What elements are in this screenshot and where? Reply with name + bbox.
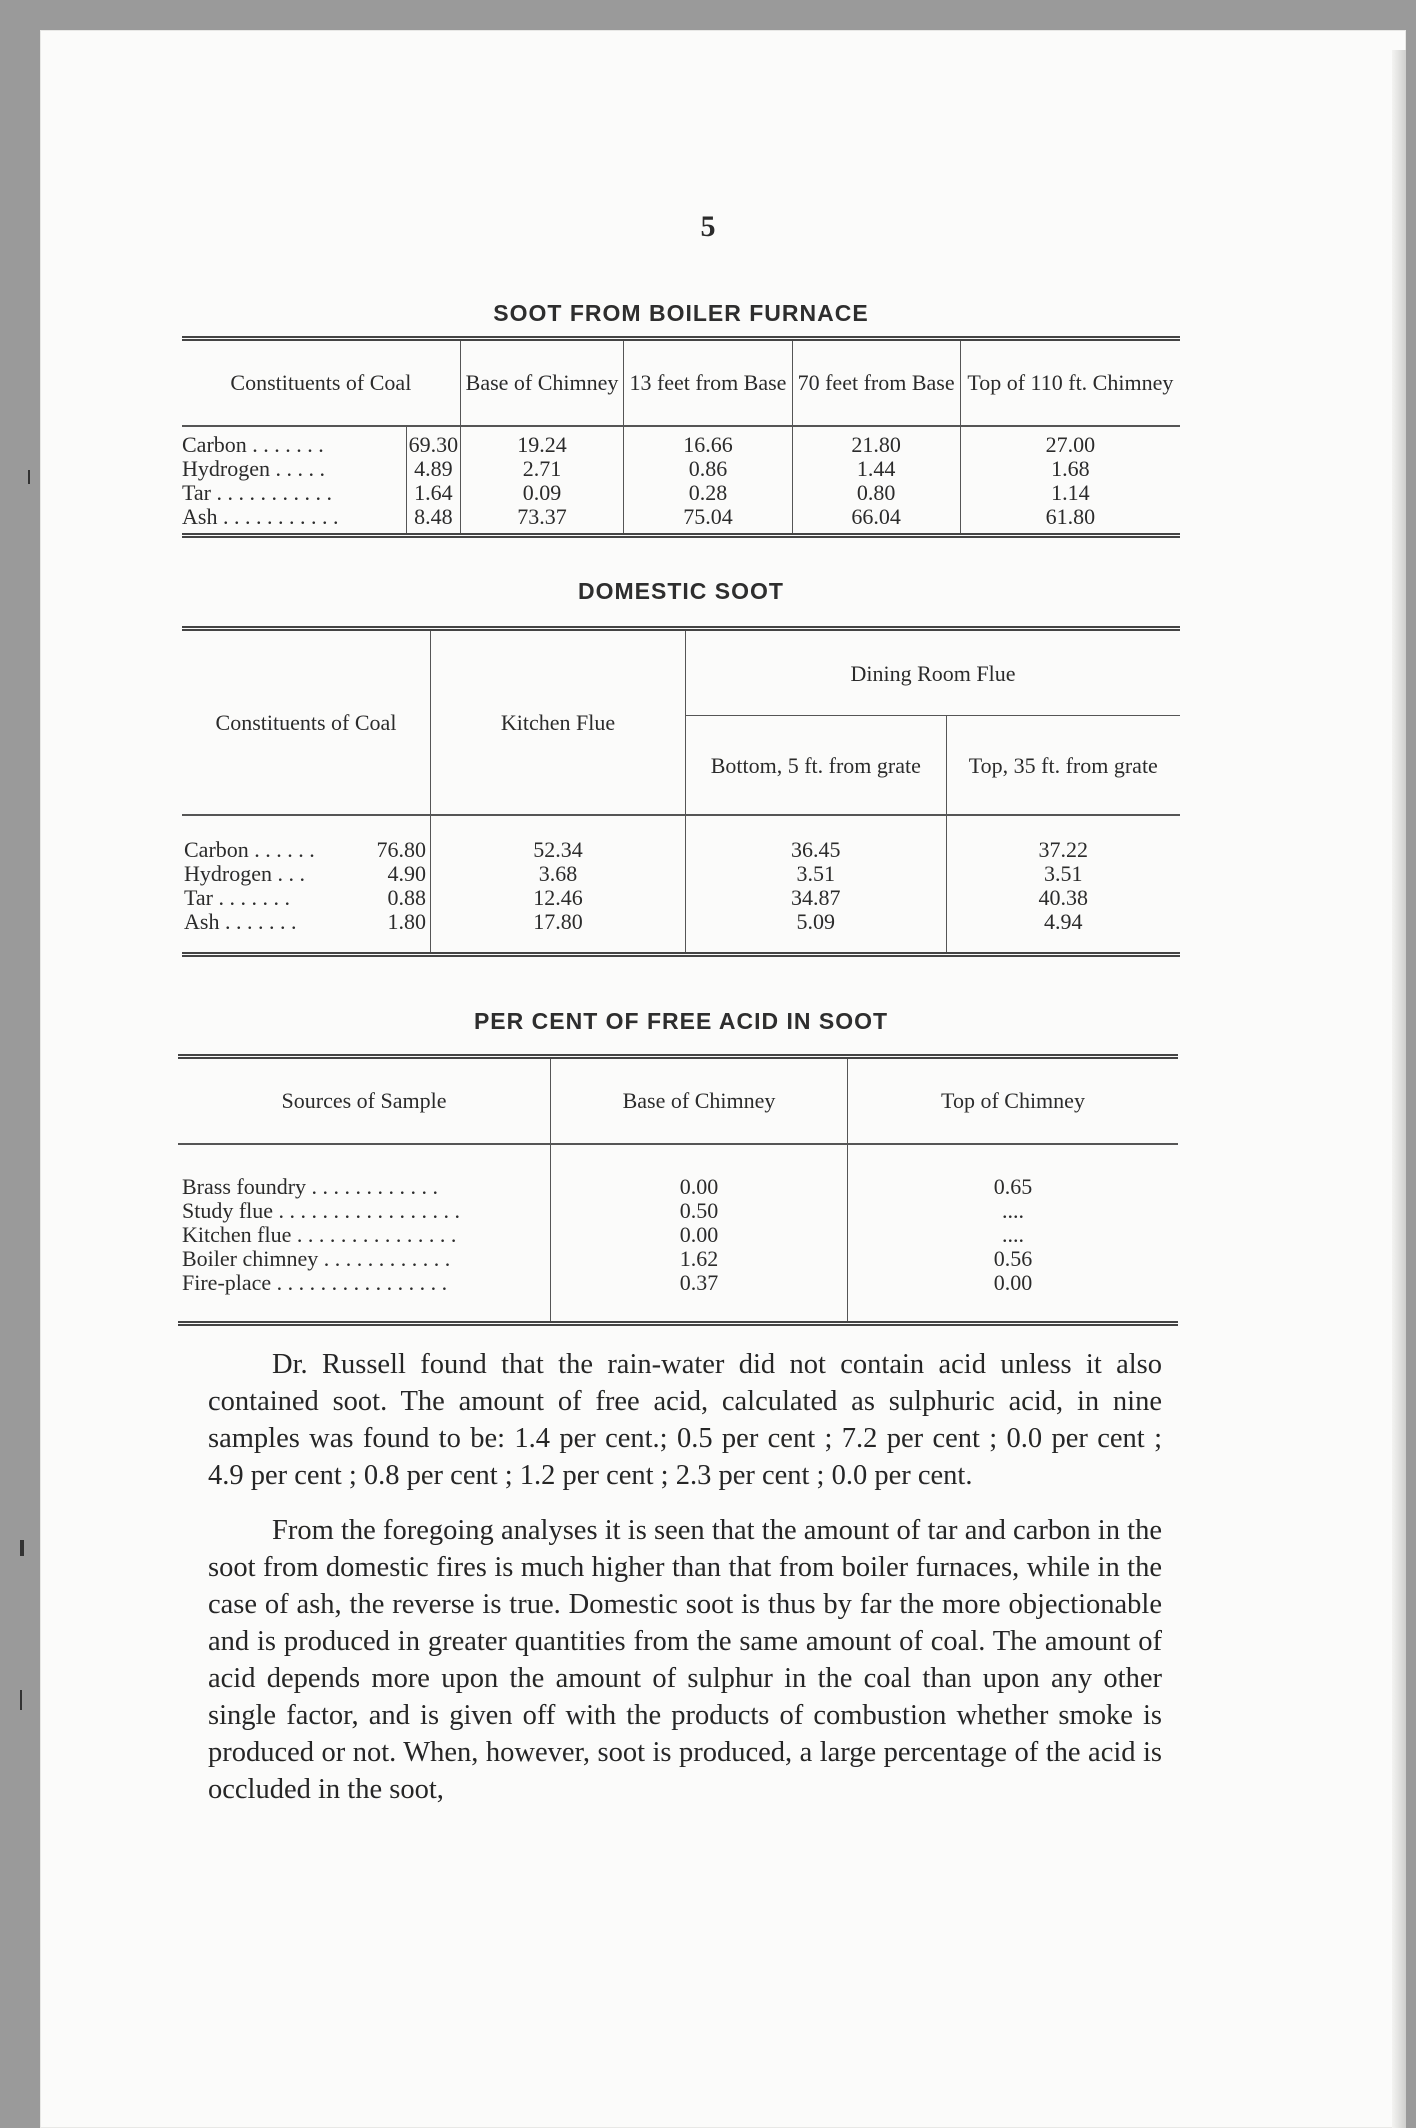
table-row: [182, 815, 1180, 862]
cell-value: 3.51: [686, 862, 947, 886]
margin-mark: [20, 1690, 22, 1710]
cell-value: 3.51: [1044, 861, 1083, 886]
cell-value: 0.37: [551, 1271, 848, 1324]
column-header: Top of 110 ft. Chimney: [960, 339, 1180, 427]
cell-value: 17.80: [431, 910, 686, 955]
coal-value: 0.88: [387, 885, 426, 910]
cell-value: 40.38: [1038, 885, 1089, 910]
cell-value: 2.71: [460, 457, 624, 481]
column-header: Bottom, 5 ft. from grate: [686, 716, 947, 816]
table2-title: DOMESTIC SOOT: [578, 578, 784, 604]
cell-value: 19.24: [460, 426, 624, 457]
cell-value: 36.45: [686, 815, 947, 862]
body-text: [208, 1346, 1162, 1826]
cell-value: 4.94: [1044, 909, 1083, 934]
cell-value: 52.34: [431, 815, 686, 862]
table-row: [178, 1271, 1178, 1324]
cell-value: 0.56: [848, 1247, 1179, 1271]
table-row: [182, 505, 1180, 536]
row-label: Ash . . . . . . .: [184, 909, 297, 934]
cell-value: 0.50: [551, 1199, 848, 1223]
coal-value: 4.89: [407, 457, 461, 481]
cell-value: 0.28: [624, 481, 792, 505]
cell-value: 3.68: [431, 862, 686, 886]
cell-value: 75.04: [624, 505, 792, 536]
row-label: Ash . . . . . . . . . . .: [182, 504, 339, 529]
page-edge: [1392, 50, 1406, 2128]
cell-value: 0.00: [848, 1271, 1179, 1324]
cell-value: 0.65: [848, 1144, 1179, 1199]
column-header: 70 feet from Base: [792, 339, 960, 427]
margin-mark: [20, 1540, 24, 1556]
cell-value: 16.66: [624, 426, 792, 457]
row-label: Carbon . . . . . .: [184, 837, 315, 862]
cell-value: 21.80: [792, 426, 960, 457]
cell-value: 37.22: [1038, 837, 1089, 862]
table1-title: SOOT FROM BOILER FURNACE: [493, 300, 869, 326]
cell-value: 73.37: [460, 505, 624, 536]
coal-value: 8.48: [407, 505, 461, 536]
cell-value: 1.44: [792, 457, 960, 481]
table-row: [182, 886, 1180, 910]
cell-value: 34.87: [686, 886, 947, 910]
table-row: [178, 1223, 1178, 1247]
column-header: 13 feet from Base: [624, 339, 792, 427]
cell-value: 0.00: [551, 1144, 848, 1199]
cell-value: ....: [848, 1199, 1179, 1223]
column-header: Sources of Sample: [178, 1057, 551, 1145]
table-row: [182, 862, 1180, 886]
coal-value: 69.30: [407, 426, 461, 457]
cell-value: 1.62: [551, 1247, 848, 1271]
row-label: Fire-place . . . . . . . . . . . . . . . .: [182, 1270, 448, 1295]
table-row: [182, 426, 1180, 457]
coal-value: 1.64: [407, 481, 461, 505]
coal-value: 1.80: [387, 909, 426, 934]
paragraph: From the foregoing analyses it is seen that the amount of tar and carbon in the soot from domestic fires is much higher than that from boiler furnaces, while in the case of ash, the reverse is true. Domestic soot is thus by far the more objectionable and is produced in greater quantities from the same amount of coal. The amount of acid depends more upon the amount of sulphur in the coal than upon any other single factor, and is given off with the products of combustion whether smoke is produced or not. When, however, soot is produced, a large percentage of the acid is occluded in the soot,: [208, 1515, 1162, 1805]
row-label: Boiler chimney . . . . . . . . . . . .: [182, 1246, 451, 1271]
column-header: Dining Room Flue: [686, 629, 1181, 716]
table-row: [182, 481, 1180, 505]
boiler-soot-table: [182, 336, 1180, 538]
table-row: [178, 1199, 1178, 1223]
coal-value: 76.80: [376, 837, 426, 862]
table-row: [178, 1247, 1178, 1271]
domestic-soot-table: [182, 626, 1180, 957]
row-label: Study flue . . . . . . . . . . . . . . . . .: [182, 1198, 461, 1223]
row-label: Hydrogen . . .: [184, 861, 305, 886]
table-row: [182, 457, 1180, 481]
column-header: Constituents of Coal: [182, 339, 460, 427]
table-row: [178, 1144, 1178, 1199]
column-header: Base of Chimney: [460, 339, 624, 427]
cell-value: 27.00: [960, 426, 1180, 457]
cell-value: 0.86: [624, 457, 792, 481]
cell-value: 5.09: [686, 910, 947, 955]
cell-value: 66.04: [792, 505, 960, 536]
free-acid-table: [178, 1054, 1178, 1326]
row-label: Tar . . . . . . .: [184, 885, 290, 910]
cell-value: 0.09: [460, 481, 624, 505]
cell-value: 1.68: [960, 457, 1180, 481]
cell-value: 12.46: [431, 886, 686, 910]
margin-mark: [28, 470, 30, 484]
column-header: Constituents of Coal: [182, 629, 431, 816]
paragraph: Dr. Russell found that the rain-water did not contain acid unless it also contained soot. The amount of free acid, calculated as sulphuric acid, in nine samples was found to be: 1.4 per cent.; 0.5 per cent ; 7.2 per cent ; 0.0 per cent ; 4.9 per cent ; 0.8 per cent ; 1.2 per cent ; 2.3 per cent ; 0.0 per cent.: [208, 1349, 1162, 1491]
row-label: Kitchen flue . . . . . . . . . . . . . . .: [182, 1222, 457, 1247]
cell-value: 61.80: [960, 505, 1180, 536]
page-number: 5: [700, 210, 716, 243]
row-label: Brass foundry . . . . . . . . . . . .: [182, 1174, 439, 1199]
table-row: [182, 910, 1180, 955]
column-header: Top of Chimney: [848, 1057, 1179, 1145]
row-label: Carbon . . . . . . .: [182, 432, 324, 457]
cell-value: 0.00: [551, 1223, 848, 1247]
column-header: Top, 35 ft. from grate: [946, 716, 1180, 816]
row-label: Tar . . . . . . . . . . .: [182, 480, 332, 505]
table3-title: PER CENT OF FREE ACID IN SOOT: [473, 1008, 889, 1034]
column-header: Base of Chimney: [551, 1057, 848, 1145]
column-header: Kitchen Flue: [431, 629, 686, 816]
cell-value: 1.14: [960, 481, 1180, 505]
cell-value: 0.80: [792, 481, 960, 505]
coal-value: 4.90: [387, 861, 426, 886]
cell-value: ....: [848, 1223, 1179, 1247]
row-label: Hydrogen . . . . .: [182, 456, 325, 481]
